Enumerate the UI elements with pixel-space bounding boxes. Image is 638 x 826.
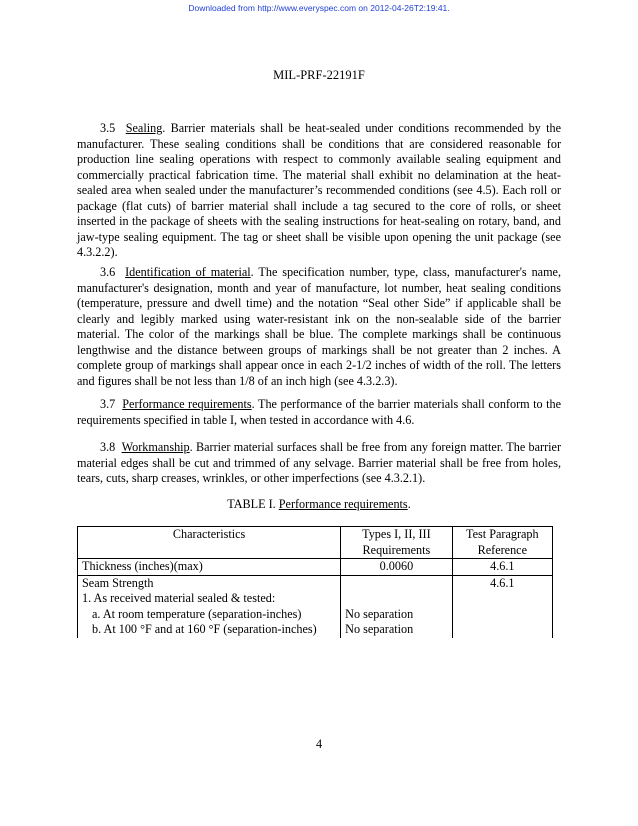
seam-item-1a-requirement: No separation (345, 606, 414, 621)
section-3-8-workmanship (77, 440, 561, 487)
cell-requirement: 0.0060 (341, 559, 452, 576)
table-title-suffix: . (407, 497, 411, 511)
section-body: . Barrier materials shall be heat-sealed under conditions recommended by the manufacturer. These sealing conditions shall be conditions that are considered reasonable for production line sealing operations with respect to commonly available sealing equipment and commercially practical fabrication time. The material shall exhibit no delamination at the heat-sealed area when sealed under the manufacturer’s recommended conditions (see 4.5). Each roll or package (flat cuts) of barrier material shall include a tag secured to the core of rolls, or sheet inserted in the package of sheets with the sealing instructions for heat-sealing on rotary, band, and jaw-type sealing equipment. The tag or sheet shall be visible upon opening the unit package (see 4.3.2.2). (77, 121, 561, 259)
section-body: . The specification number, type, class, manufacturer's name, manufacturer's designation, month and year of manufacture, lot number, heat sealing conditions (temperature, pressure and dwell time) and the notation “Seal other Side” if applicable shall be clearly and legibly marked using water-resistant ink on the non-sealable side of the barrier material. The color of the markings shall be blue. The complete markings shall be continuous lengthwise and the distance between groups of markings shall be not greater than 2 inches. A complete group of markings shall appear once in each 2-1/2 inches of width of the roll. The letters and figures shall be not less than 1/8 of an inch high (see 4.3.2.3). (77, 265, 562, 388)
section-body: . The performance of the barrier materials shall conform to the requirements specified in table I, when tested in accordance with 4.6. (77, 397, 561, 427)
cell-requirement (341, 575, 452, 638)
section-body: . Barrier material surfaces shall be free from any foreign matter. The barrier material edges shall be cut and trimmed of any selvage. Barrier material shall be free from holes, tears, cuts, sharp creases, wrinkles, or other imperfections (see 4.3.2.1). (77, 440, 561, 485)
table-row-seam-strength (78, 575, 553, 638)
seam-item-1: 1. As received material sealed & tested: (82, 591, 276, 605)
cell-characteristic (78, 575, 341, 638)
seam-item-1b-requirement: No separation (345, 622, 414, 636)
table-title (0, 497, 638, 512)
cell-reference (452, 575, 552, 638)
section-heading: Sealing (125, 121, 163, 135)
seam-item-1a: a. At room temperature (separation-inches) (92, 606, 302, 621)
header-req-line1: Types I, II, III (362, 527, 431, 541)
section-3-6-identification (77, 265, 561, 389)
section-3-7-performance (77, 397, 561, 428)
header-characteristics: Characteristics (78, 527, 341, 559)
header-reference (452, 527, 552, 559)
header-ref-line2: Reference (477, 542, 527, 557)
page-number: 4 (315, 737, 323, 751)
table-title-underlined: Performance requirements (278, 497, 408, 511)
section-heading: Performance requirements (122, 397, 252, 411)
section-number: 3.7 (100, 397, 116, 411)
section-number: 3.5 (100, 121, 116, 135)
section-3-5-sealing (77, 121, 561, 261)
table-header-row (78, 527, 553, 559)
header-requirements (341, 527, 452, 559)
section-heading: Identification of material (125, 265, 251, 279)
section-heading: Workmanship (121, 440, 190, 454)
header-ref-line1: Test Paragraph (466, 527, 539, 541)
seam-strength-label: Seam Strength (82, 575, 154, 590)
cell-reference: 4.6.1 (452, 559, 552, 576)
performance-requirements-table (77, 526, 553, 638)
document-id-header: MIL-PRF-22191F (273, 68, 365, 82)
cell-characteristic: Thickness (inches)(max) (78, 559, 341, 576)
section-number: 3.6 (100, 265, 116, 279)
seam-item-1b: b. At 100 °F and at 160 °F (separation-inches) (92, 622, 317, 636)
table-row-thickness (78, 559, 553, 576)
table-title-prefix: TABLE I. (227, 497, 279, 511)
section-number: 3.8 (100, 440, 116, 454)
header-req-line2: Requirements (362, 542, 431, 557)
download-source-banner: Downloaded from http://www.everyspec.com on 2012-04-26T2:19:41. (188, 3, 450, 13)
seam-strength-reference: 4.6.1 (490, 575, 515, 590)
